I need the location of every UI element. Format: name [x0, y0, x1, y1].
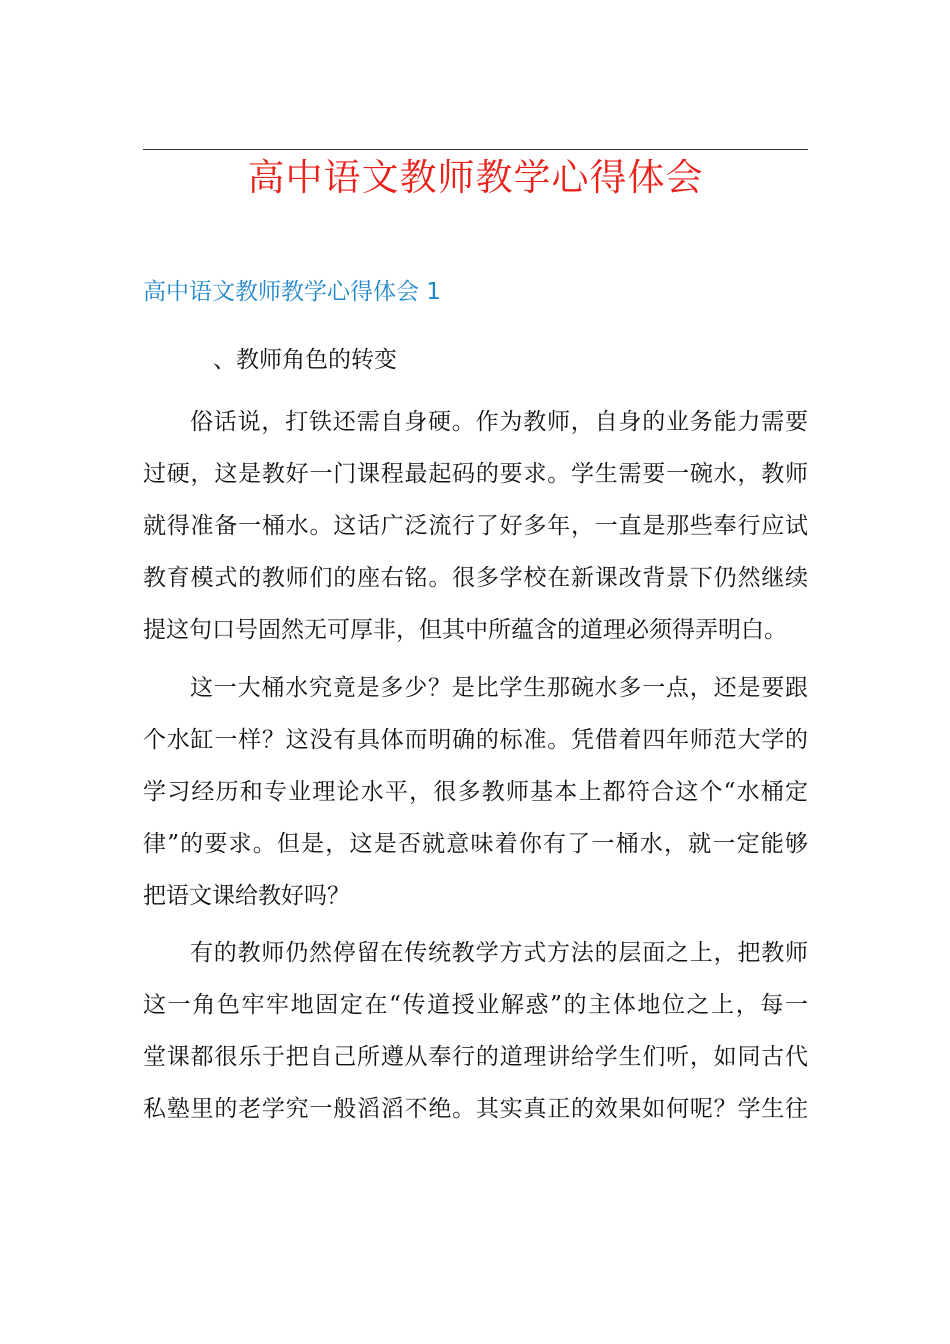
paragraph-line: 俗话说，打铁还需自身硬。作为教师，自身的业务能力需要 — [190, 409, 808, 435]
paragraph-line: 私塾里的老学究一般滔滔不绝。其实真正的效果如何呢？学生往 — [143, 1096, 808, 1122]
subheading: 、教师角色的转变 — [213, 347, 397, 373]
document-title: 高中语文教师教学心得体会 — [247, 156, 704, 199]
paragraph-line: 个水缸一样？这没有具体而明确的标准。凭借着四年师范大学的 — [143, 727, 808, 753]
section-heading: 高中语文教师教学心得体会 1 — [143, 279, 441, 305]
paragraph-line: 过硬，这是教好一门课程最起码的要求。学生需要一碗水，教师 — [143, 461, 808, 487]
paragraph-line: 这一角色牢牢地固定在“传道授业解惑”的主体地位之上，每一 — [143, 992, 808, 1018]
paragraph-line: 堂课都很乐于把自己所遵从奉行的道理讲给学生们听，如同古代 — [143, 1044, 808, 1070]
paragraph — [143, 396, 808, 656]
paragraph-line: 把语文课给教好吗？ — [143, 883, 350, 909]
paragraph-line: 提这句口号固然无可厚非，但其中所蕴含的道理必须得弄明白。 — [143, 617, 787, 643]
paragraph-line: 有的教师仍然停留在传统教学方式方法的层面之上，把教师 — [190, 940, 808, 966]
paragraph — [143, 662, 808, 922]
paragraph-line: 这一大桶水究竟是多少？是比学生那碗水多一点，还是要跟 — [190, 675, 808, 701]
paragraph-line: 律”的要求。但是，这是否就意味着你有了一桶水，就一定能够 — [143, 831, 808, 857]
paragraph-line: 就得准备一桶水。这话广泛流行了好多年，一直是那些奉行应试 — [143, 513, 808, 539]
paragraph-line: 学习经历和专业理论水平，很多教师基本上都符合这个“水桶定 — [143, 779, 808, 805]
paragraph-line: 教育模式的教师们的座右铭。很多学校在新课改背景下仍然继续 — [143, 565, 808, 591]
paragraph — [143, 927, 808, 1135]
